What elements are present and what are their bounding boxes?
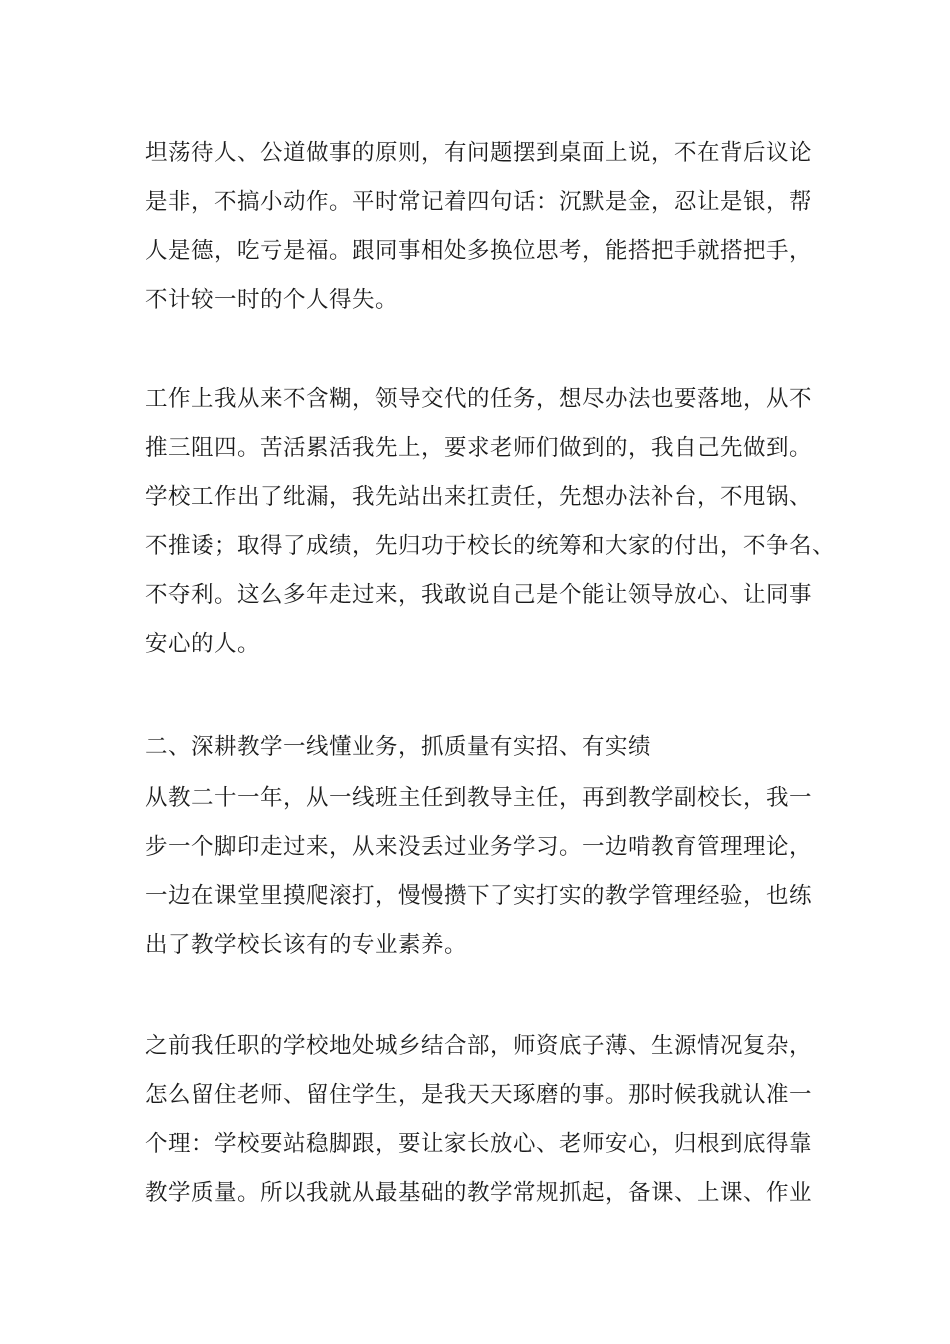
paragraph-3-line-1: 从教二十一年，从一线班主任到教导主任，再到教学副校长，我一 — [145, 785, 813, 811]
paragraph-2-line-2: 推三阻四。苦活累活我先上，要求老师们做到的，我自己先做到。 — [145, 435, 813, 461]
paragraph-1-line-4: 不计较一时的个人得失。 — [145, 287, 399, 313]
paragraph-4-line-3: 个理：学校要站稳脚跟，要让家长放心、老师安心，归根到底得靠 — [145, 1131, 813, 1157]
paragraph-3-line-4: 出了教学校长该有的专业素养。 — [145, 932, 468, 958]
paragraph-2-line-6: 安心的人。 — [145, 631, 261, 657]
paragraph-3-line-3: 一边在课堂里摸爬滚打，慢慢攒下了实打实的教学管理经验，也练 — [145, 883, 813, 909]
paragraph-4-line-4: 教学质量。所以我就从最基础的教学常规抓起，备课、上课、作业 — [145, 1180, 813, 1206]
paragraph-2-line-1: 工作上我从来不含糊，领导交代的任务，想尽办法也要落地，从不 — [145, 386, 813, 412]
paragraph-2-line-4: 不推诿；取得了成绩，先归功于校长的统筹和大家的付出，不争名、 — [145, 533, 836, 559]
paragraph-1-line-3: 人是德，吃亏是福。跟同事相处多换位思考，能搭把手就搭把手， — [145, 238, 813, 264]
paragraph-1-line-2: 是非，不搞小动作。平时常记着四句话：沉默是金，忍让是银，帮 — [145, 189, 813, 215]
paragraph-2-line-3: 学校工作出了纰漏，我先站出来扛责任，先想办法补台，不甩锅、 — [145, 484, 813, 510]
paragraph-4-line-2: 怎么留住老师、留住学生，是我天天琢磨的事。那时候我就认准一 — [145, 1082, 813, 1108]
paragraph-3-line-2: 步一个脚印走过来，从来没丢过业务学习。一边啃教育管理理论， — [145, 834, 813, 860]
section-heading: 二、深耕教学一线懂业务，抓质量有实招、有实绩 — [145, 734, 652, 760]
paragraph-4-line-1: 之前我任职的学校地处城乡结合部，师资底子薄、生源情况复杂， — [145, 1033, 813, 1059]
paragraph-1-line-1: 坦荡待人、公道做事的原则，有问题摆到桌面上说，不在背后议论 — [145, 140, 813, 166]
paragraph-2-line-5: 不夺利。这么多年走过来，我敢说自己是个能让领导放心、让同事 — [145, 582, 813, 608]
